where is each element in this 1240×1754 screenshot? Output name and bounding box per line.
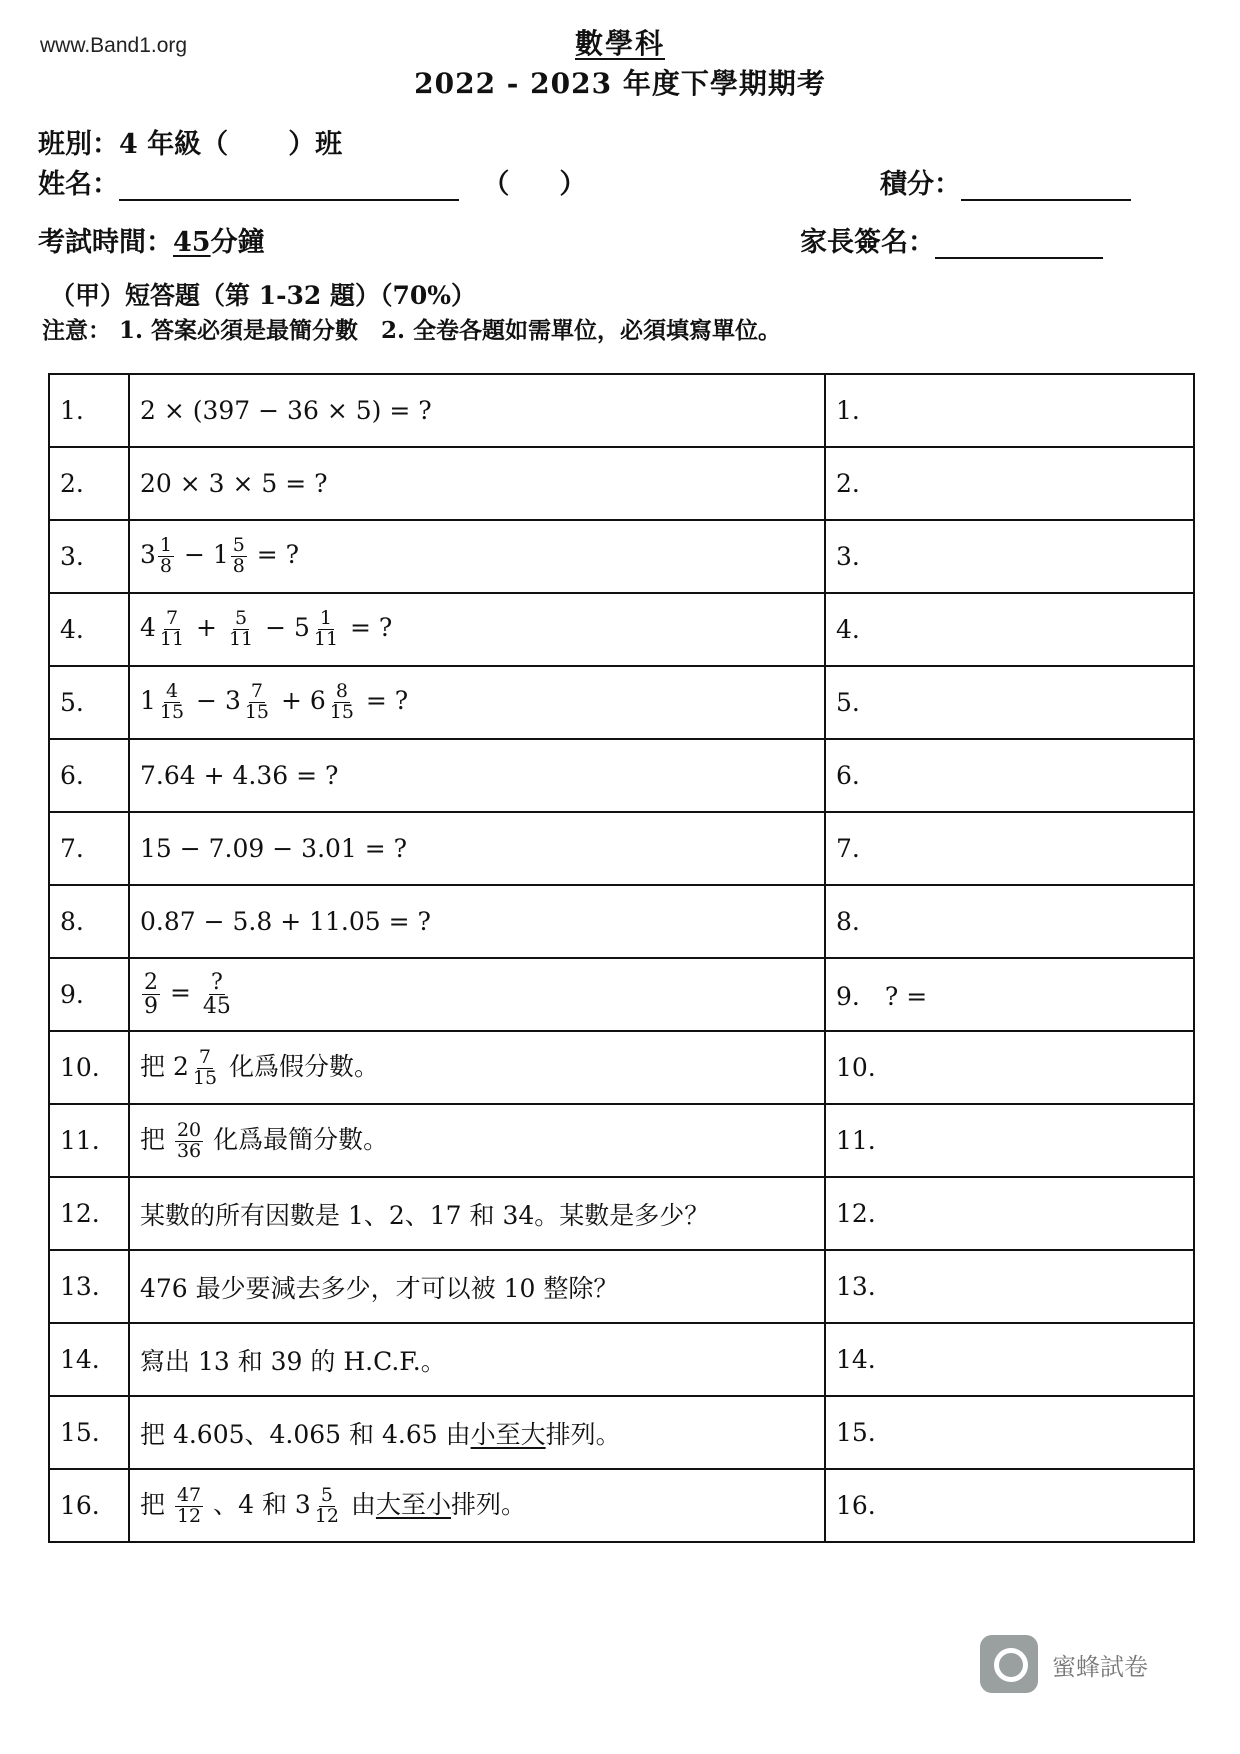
question-number: 7. <box>49 812 129 885</box>
parent-label: 家長簽名： <box>800 227 935 258</box>
question-row <box>49 1250 1194 1323</box>
question-text <box>129 1031 825 1104</box>
bee-logo-icon <box>980 1635 1038 1693</box>
question-row <box>49 1104 1194 1177</box>
question-row <box>49 1323 1194 1396</box>
class-label: 班別：4 年級（ <box>38 129 229 160</box>
underlined-text: 小至大 <box>470 1419 546 1449</box>
name-paren-open: （ <box>482 169 510 200</box>
fraction <box>201 971 233 1018</box>
fraction <box>142 971 160 1018</box>
operator: + <box>273 686 310 715</box>
time-label: 考試時間： <box>38 227 173 258</box>
text-segment: 排列。 <box>545 1419 621 1449</box>
text-segment: 把 2 <box>140 1051 189 1081</box>
whole-number: 3 <box>224 686 241 715</box>
fraction <box>191 1045 219 1089</box>
question-text: 20 × 3 × 5 = ? <box>129 447 825 520</box>
denominator: 9 <box>144 994 158 1019</box>
question-text <box>129 1104 825 1177</box>
text-segment: 把 <box>140 1124 173 1154</box>
numerator: 7 <box>165 607 179 630</box>
operator: − <box>188 686 225 715</box>
question-text <box>129 1396 825 1469</box>
answer-cell[interactable]: 11. <box>825 1104 1194 1177</box>
question-text: 2 × (397 − 36 × 5) = ? <box>129 374 825 447</box>
subject-text: 數學科 <box>574 27 665 60</box>
fraction <box>158 609 186 650</box>
answer-cell[interactable]: 3. <box>825 520 1194 593</box>
answer-cell[interactable]: 6. <box>825 739 1194 812</box>
answer-cell[interactable]: 2. <box>825 447 1194 520</box>
denominator: 11 <box>159 628 185 650</box>
answer-cell[interactable]: 4. <box>825 593 1194 666</box>
fraction <box>328 682 356 723</box>
publisher-logo <box>980 1635 1148 1693</box>
question-text: 某數的所有因數是 1、2、17 和 34。某數是多少？ <box>129 1177 825 1250</box>
name-blank[interactable] <box>119 169 459 201</box>
answer-cell[interactable]: 12. <box>825 1177 1194 1250</box>
numerator: ? <box>210 969 223 995</box>
fraction <box>243 682 271 723</box>
equals-question: = ? <box>357 686 409 715</box>
question-row <box>49 812 1194 885</box>
denominator: 8 <box>159 555 172 577</box>
question-row <box>49 1177 1194 1250</box>
numerator: 1 <box>159 534 172 557</box>
text-segment: 、4 和 3 <box>205 1489 311 1519</box>
question-number: 8. <box>49 885 129 958</box>
fraction <box>175 1483 203 1527</box>
name-paren-close: ） <box>559 169 587 200</box>
score-blank[interactable] <box>961 169 1131 201</box>
denominator: 11 <box>313 628 339 650</box>
operator: − <box>257 613 294 642</box>
question-number: 13. <box>49 1250 129 1323</box>
text-segment: 化爲最簡分數。 <box>205 1124 389 1154</box>
fraction <box>227 609 255 650</box>
text-segment: 把 <box>140 1489 173 1519</box>
text-segment: 把 4.605、4.065 和 4.65 由 <box>140 1419 471 1449</box>
answer-cell[interactable]: 13. <box>825 1250 1194 1323</box>
whole-number: 1 <box>140 686 156 715</box>
question-row <box>49 593 1194 666</box>
fraction <box>313 1483 341 1527</box>
text-segment: 排列。 <box>450 1489 526 1519</box>
question-text: 476 最少要減去多少，才可以被 10 整除？ <box>129 1250 825 1323</box>
question-text <box>129 1469 825 1542</box>
answer-cell[interactable]: 7. <box>825 812 1194 885</box>
underlined-text: 大至小 <box>375 1489 451 1519</box>
score-label: 積分： <box>880 169 961 200</box>
watermark: www.Band1.org <box>40 34 188 57</box>
fraction <box>175 1118 203 1162</box>
question-row <box>49 958 1194 1031</box>
whole-number: 5 <box>293 613 310 642</box>
numerator: 5 <box>232 534 245 557</box>
whole-number: 1 <box>212 540 229 569</box>
question-row <box>49 1396 1194 1469</box>
question-table <box>48 373 1195 1543</box>
question-row <box>49 520 1194 593</box>
fraction <box>158 682 186 723</box>
question-number: 10. <box>49 1031 129 1104</box>
question-text: 0.87 − 5.8 + 11.05 = ? <box>129 885 825 958</box>
question-text <box>129 593 825 666</box>
whole-number: 4 <box>140 613 156 642</box>
question-number: 2. <box>49 447 129 520</box>
numerator: 1 <box>319 607 333 630</box>
time-value: 45 <box>173 227 211 258</box>
numerator: 5 <box>234 607 248 630</box>
answer-cell[interactable]: 9. ? = <box>825 958 1194 1031</box>
denominator: 11 <box>228 628 254 650</box>
text-segment: 化爲假分數。 <box>221 1051 379 1081</box>
subject-title <box>0 22 1240 62</box>
operator: + <box>188 613 225 642</box>
question-number: 11. <box>49 1104 129 1177</box>
numerator: 7 <box>250 680 263 703</box>
whole-number: 6 <box>309 686 326 715</box>
question-row <box>49 1469 1194 1542</box>
time-field <box>38 220 265 259</box>
whole-number: 3 <box>140 540 156 569</box>
numerator: 20 <box>176 1118 202 1141</box>
parent-signature-field <box>800 220 1103 259</box>
answer-cell[interactable]: 15. <box>825 1396 1194 1469</box>
numerator: 4 <box>165 680 179 703</box>
question-row <box>49 666 1194 739</box>
question-number: 16. <box>49 1469 129 1542</box>
question-number: 1. <box>49 374 129 447</box>
question-number: 6. <box>49 739 129 812</box>
parent-signature-blank[interactable] <box>935 227 1103 259</box>
answer-cell[interactable]: 8. <box>825 885 1194 958</box>
question-number: 12. <box>49 1177 129 1250</box>
question-number: 3. <box>49 520 129 593</box>
time-unit: 分鐘 <box>210 227 265 258</box>
answer-cell[interactable]: 16. <box>825 1469 1194 1542</box>
fraction <box>158 536 174 577</box>
denominator: 45 <box>202 994 231 1019</box>
question-text: 15 − 7.09 − 3.01 = ? <box>129 812 825 885</box>
question-text: 寫出 13 和 39 的 H.C.F.。 <box>129 1323 825 1396</box>
name-field <box>38 162 586 201</box>
answer-cell[interactable]: 5. <box>825 666 1194 739</box>
question-number: 14. <box>49 1323 129 1396</box>
numerator: 5 <box>320 1483 333 1506</box>
answer-cell[interactable]: 14. <box>825 1323 1194 1396</box>
exam-term-title: 2022 - 2023 年度下學期期考 <box>414 67 826 100</box>
equals-question: = ? <box>342 613 393 642</box>
class-field <box>38 122 342 161</box>
numerator: 8 <box>335 680 348 703</box>
numerator: 7 <box>198 1045 211 1068</box>
question-text <box>129 666 825 739</box>
denominator: 15 <box>159 701 185 723</box>
question-number: 5. <box>49 666 129 739</box>
question-number: 4. <box>49 593 129 666</box>
section-heading: （甲）短答題（第 1-32 題）（70%） <box>50 281 477 310</box>
denominator: 15 <box>329 701 354 723</box>
question-text <box>129 520 825 593</box>
question-row <box>49 447 1194 520</box>
question-text: 7.64 + 4.36 = ? <box>129 739 825 812</box>
numerator: 47 <box>176 1483 202 1506</box>
publisher-name: 蜜蜂試卷 <box>1052 1652 1148 1681</box>
denominator: 15 <box>192 1066 218 1089</box>
question-row <box>49 1031 1194 1104</box>
denominator: 8 <box>232 555 245 577</box>
answer-cell[interactable]: 1. <box>825 374 1194 447</box>
equals-question: = ? <box>248 540 300 569</box>
denominator: 12 <box>176 1504 202 1527</box>
answer-cell[interactable]: 10. <box>825 1031 1194 1104</box>
equals-sign: = <box>162 978 199 1007</box>
operator: − <box>176 540 213 569</box>
score-field <box>880 162 1131 201</box>
question-row <box>49 739 1194 812</box>
fraction <box>312 609 340 650</box>
fraction <box>231 536 247 577</box>
denominator: 12 <box>314 1504 339 1527</box>
question-number: 9. <box>49 958 129 1031</box>
class-suffix: ）班 <box>288 129 343 160</box>
question-row <box>49 374 1194 447</box>
denominator: 15 <box>244 701 270 723</box>
section-notes: 注意： 1. 答案必須是最簡分數 2. 全卷各題如需單位，必須填寫單位。 <box>42 317 782 344</box>
question-text <box>129 958 825 1031</box>
question-row <box>49 885 1194 958</box>
numerator: 2 <box>144 969 158 995</box>
question-number: 15. <box>49 1396 129 1469</box>
text-segment: 由 <box>342 1489 376 1519</box>
denominator: 36 <box>176 1139 202 1162</box>
name-label: 姓名： <box>38 169 119 200</box>
